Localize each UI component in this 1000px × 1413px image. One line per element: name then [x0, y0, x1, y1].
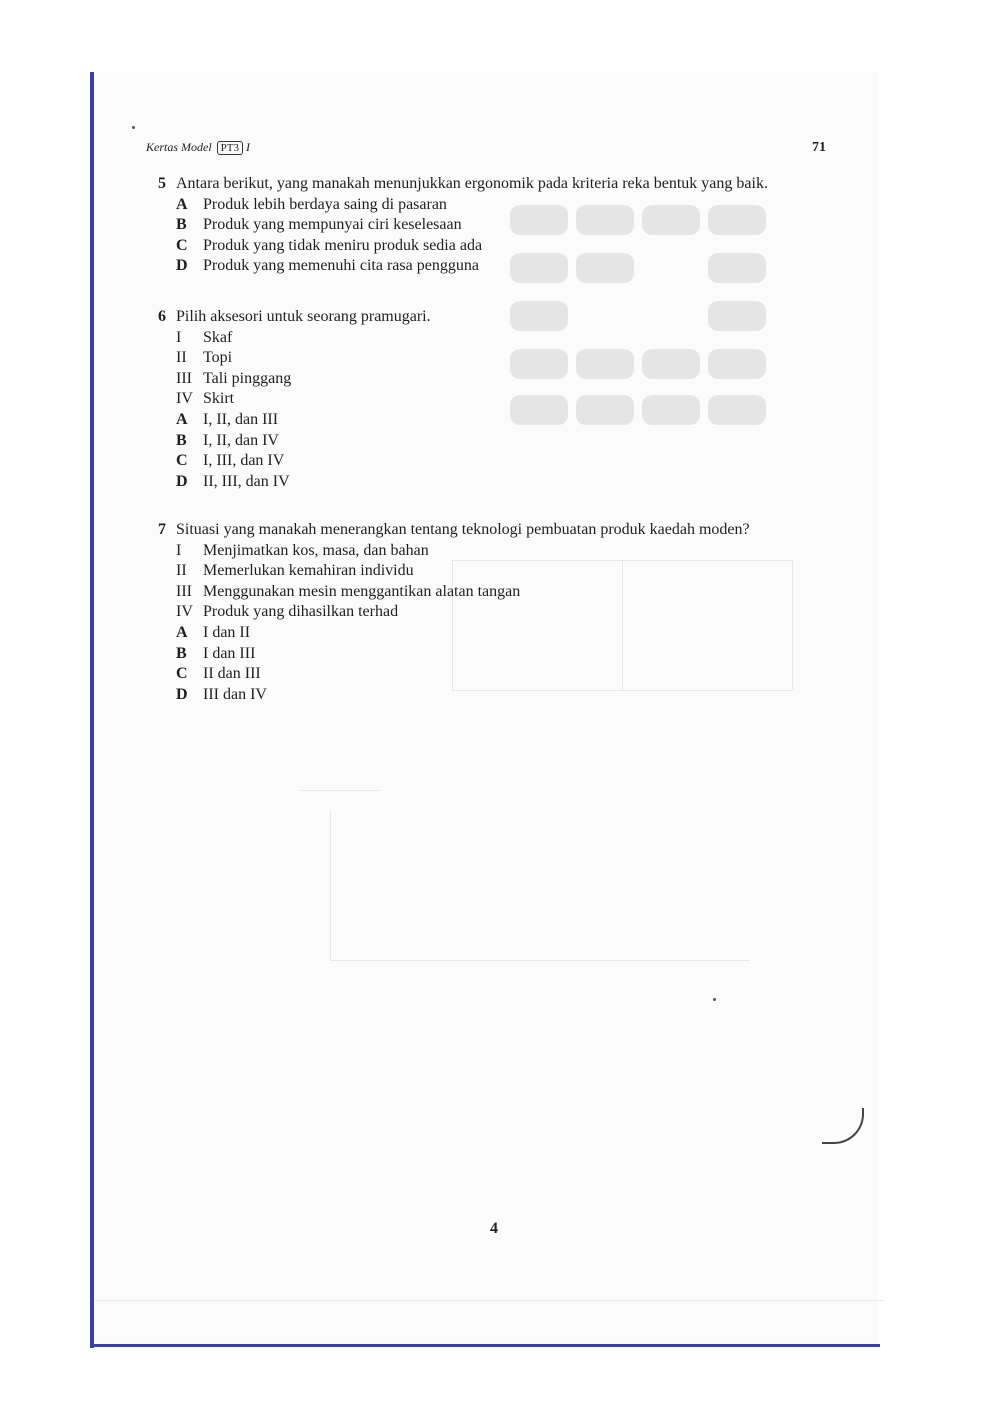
statement-iii: III Menggunakan mesin menggantikan alatan tangan	[176, 582, 521, 600]
statement-iii: III Tali pinggang	[176, 369, 292, 387]
answer-option-c[interactable]: C Produk yang tidak meniru produk sedia ada	[176, 236, 483, 254]
series-badge: PT3	[217, 141, 243, 155]
answer-option-d[interactable]: D Produk yang memenuhi cita rasa pengguna	[176, 257, 479, 275]
question-number: 6	[158, 308, 166, 325]
statement-ii: II Memerlukan kemahiran individu	[176, 562, 414, 580]
answer-option-c[interactable]: C I, III, dan IV	[176, 452, 285, 470]
scan-border-left	[90, 72, 94, 1348]
answer-option-b[interactable]: B Produk yang mempunyai ciri keselesaan	[176, 216, 462, 234]
answer-option-d[interactable]: D III dan IV	[176, 685, 267, 703]
show-through-diagram	[330, 810, 331, 960]
answer-option-d[interactable]: D II, III, dan IV	[176, 472, 290, 490]
scan-border-bottom	[90, 1344, 880, 1347]
answer-option-b[interactable]: B I, II, dan IV	[176, 431, 279, 449]
statement-iv: IV Produk yang dihasilkan terhad	[176, 603, 399, 621]
question-number: 5	[158, 175, 166, 192]
question-7	[158, 520, 818, 705]
question-stem: Situasi yang manakah menerangkan tentang teknologi pembuatan produk kaedah moden?	[176, 521, 750, 538]
paper-series-label: Kertas Model PT3 I	[146, 140, 251, 154]
statement-i: I Menjimatkan kos, masa, dan bahan	[176, 541, 429, 559]
statement-ii: II Topi	[176, 349, 233, 367]
scan-speck	[132, 126, 135, 129]
answer-option-a[interactable]: A Produk lebih berdaya saing di pasaran	[176, 195, 447, 213]
answer-option-c[interactable]: C II dan III	[176, 665, 261, 683]
statement-i: I Skaf	[176, 328, 233, 346]
answer-option-b[interactable]: B I dan III	[176, 644, 256, 662]
question-5	[158, 174, 818, 277]
statement-iv: IV Skirt	[176, 390, 235, 408]
answer-option-a[interactable]: A I, II, dan III	[176, 410, 279, 428]
question-number: 7	[158, 521, 166, 538]
footer-page-number: 4	[490, 1220, 498, 1237]
page-edge-shadow	[94, 1300, 884, 1301]
question-6	[158, 307, 818, 492]
question-stem: Antara berikut, yang manakah menunjukkan ergonomik pada kriteria reka bentuk yang baik.	[176, 175, 768, 192]
answer-option-a[interactable]: A I dan II	[176, 623, 251, 641]
book-page-number: 71	[812, 140, 826, 155]
question-stem: Pilih aksesori untuk seorang pramugari.	[176, 308, 431, 325]
